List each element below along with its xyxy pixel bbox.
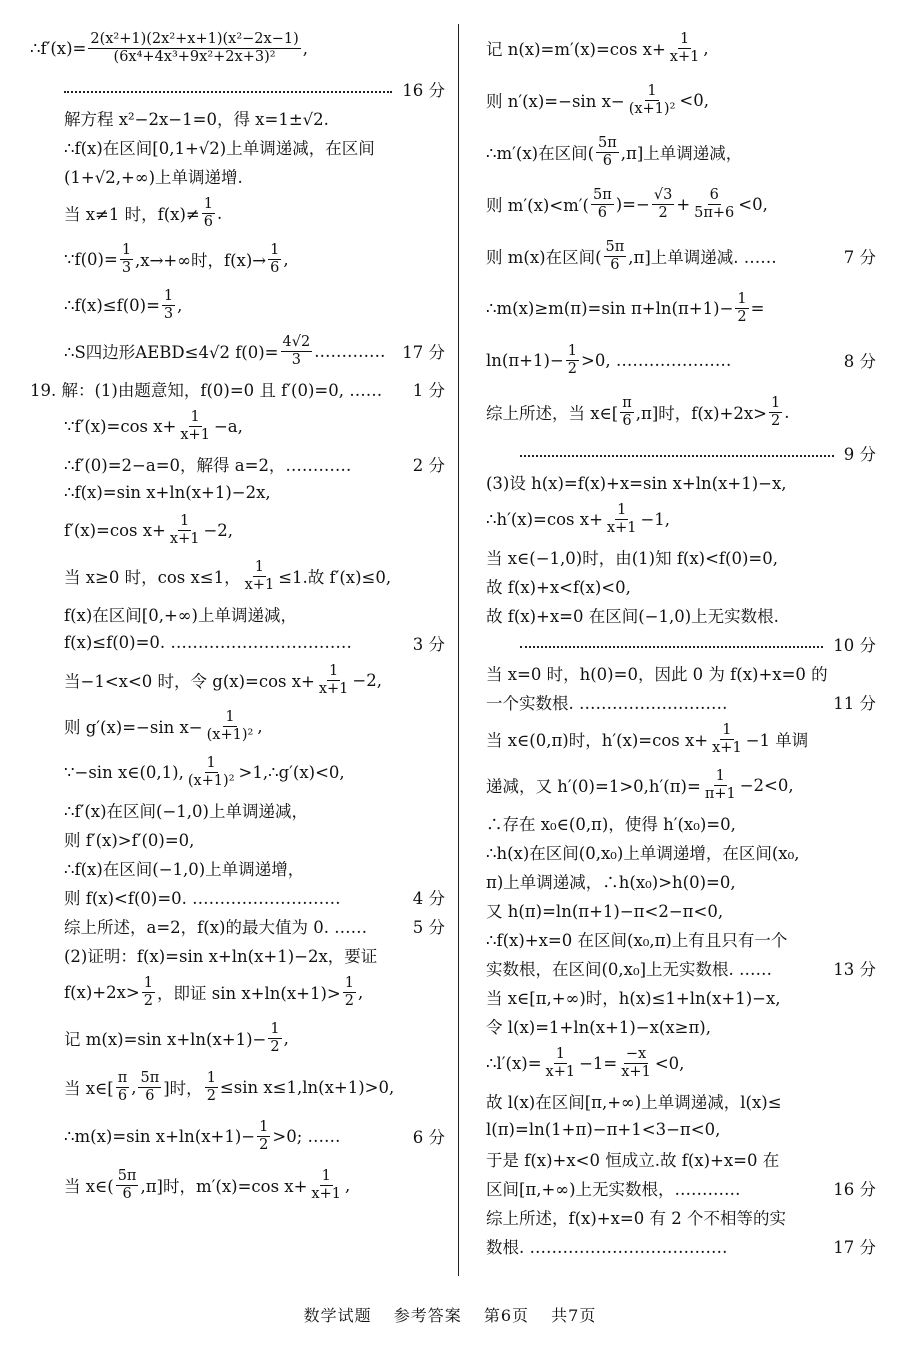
fraction [281,334,313,368]
text: 当 x∈( [64,1177,114,1196]
footer-page-number: 第6页 [483,1306,530,1325]
formula-line [30,1061,445,1113]
denominator: 5π+6 [694,204,735,221]
numerator: 1 [143,974,153,991]
text: ]时， [163,1079,203,1098]
formula-line [30,1015,445,1061]
column-divider [458,24,459,1276]
text: 数根. ……………………………… [486,1237,728,1257]
numerator: π [117,1069,128,1086]
fraction [703,768,738,802]
numerator: 1 [254,558,265,575]
denominator: x+1 [318,680,349,697]
text: ∴h′(x)=cos x+ [486,509,603,529]
text-line: 当 x∈[π,+∞)时，h(x)≤1+ln(x+1)−x, [486,988,781,1008]
text: 当 x≥0 时，cos x≤1， [64,568,241,587]
dot-leader [64,91,392,93]
score-line [486,629,876,658]
text: −2, [203,520,234,540]
fraction [619,1046,653,1080]
formula-line [486,1040,876,1086]
denominator: (x+1)² [206,726,254,743]
text: + [676,194,691,214]
text-line: ∴f′(x)在区间(−1,0)上单调递减， [64,801,308,821]
formula-line [30,703,445,749]
text: −1, [640,509,671,529]
text: ,π]上单调递减. …… [628,248,777,267]
numerator: 1 [270,1020,280,1037]
fraction [544,1046,578,1080]
denominator: x+1 [669,48,700,65]
fraction [710,722,744,756]
numerator: 1 [163,287,174,304]
text: −2<0, [739,775,794,795]
score-label: 8 分 [843,352,876,371]
score-label: 17 分 [833,1237,876,1257]
text-line [30,449,445,478]
formula-line [486,282,876,334]
text: 递减，又 h′(0)=1>0,h′(π)= [486,777,701,796]
text-line: ∴h(x)在区间(0,x₀)上单调递增，在区间(x₀, [486,843,800,863]
denominator: x+1 [311,1185,341,1202]
fraction [138,1070,161,1104]
denominator: (x+1)² [187,772,235,789]
text: f(x)+2x> [64,982,140,1002]
denominator: x+1 [712,739,742,756]
text: f(x)≤f(0)=0. …………………………… [64,633,352,652]
text: 综上所述，a=2，f(x)的最大值为 0. …… [64,917,368,937]
text: ∴f′(x)= [30,38,87,58]
score-label: 17 分 [402,343,445,362]
score-label: 5 分 [412,917,445,937]
text: 实数根，在区间(0,x₀]上无实数根. …… [486,959,773,979]
text: 当 x∈[ [64,1079,114,1098]
fraction [343,975,356,1009]
text: ∵f(0)= [64,249,118,269]
text: <0, [679,90,709,110]
fraction [668,31,702,65]
fraction [604,239,627,273]
text: 则 g′(x)=−sin x− [64,718,203,737]
numerator: π [622,394,632,411]
fraction [769,395,782,429]
text-line: ∴f(x)+x=0 在区间(x₀,π)上有且只有一个 [486,930,788,950]
numerator: 1 [617,501,627,518]
numerator: 5π [140,1069,160,1086]
fraction [596,135,619,169]
denominator: 2 [344,992,354,1009]
fraction [268,1021,281,1055]
fraction [116,1168,139,1202]
text: 记 m(x)=sin x+ln(x+1)− [64,1030,267,1049]
numerator: 1 [321,1167,331,1184]
text-line: ∴f(x)在区间(−1,0)上单调递增， [64,859,305,879]
text: , [257,716,263,736]
text: −2, [352,670,382,690]
denominator: 2 [771,412,781,429]
text: 19. 解：(1)由题意知，f(0)=0 且 f′(0)=0, …… [30,380,383,400]
formula-line [486,178,876,230]
score-label: 16 分 [833,1179,876,1199]
denominator: x+1 [169,530,200,547]
formula-line [30,328,445,374]
text: ∵−sin x∈(0,1), [64,762,184,782]
fraction [620,395,634,429]
text-line: 于是 f(x)+x<0 恒成立.故 f(x)+x=0 在 [486,1150,780,1170]
fraction [257,1119,270,1153]
text: ，即证 sin x+ln(x+1)> [156,984,341,1003]
denominator: x+1 [545,1063,576,1080]
text-line: ∴存在 x₀∈(0,π)，使得 h′(x₀)=0, [486,814,736,834]
numerator: 1 [259,1118,269,1135]
text-line: (1+√2,+∞)上单调递增. [64,167,243,187]
fraction [591,187,614,221]
derivative-line [30,22,445,74]
denominator: 6 [117,1087,128,1104]
text-line [30,911,445,940]
fraction [162,288,175,322]
text-line [30,628,445,657]
text: , [703,38,709,58]
text: <0, [654,1053,685,1073]
numerator: 1 [555,1045,565,1062]
score-label: 10 分 [833,635,876,655]
fraction [605,502,639,536]
text: , [177,295,183,315]
score-label: 4 分 [412,888,445,908]
fraction [116,1070,130,1104]
formula-line [30,553,445,599]
numerator: √3 [653,186,673,203]
text: 综上所述，当 x∈[ [486,404,619,423]
formula-line [30,749,445,795]
text-line: ∴f(x)在区间[0,1+√2)上单调递减，在区间 [64,138,375,158]
formula-line [30,403,445,449]
numerator: 1 [737,290,747,307]
denominator: 6 [622,412,632,429]
text: 则 f(x)<f(0)=0. ……………………… [64,888,341,908]
fraction [268,242,281,276]
text-line: 当 x=0 时，h(0)=0，因此 0 为 f(x)+x=0 的 [486,664,828,684]
text: −a, [213,416,243,436]
text: 则 m(x)在区间( [486,248,602,267]
text-line: l(π)=ln(1+π)−π+1<3−π<0, [486,1120,721,1139]
score-label: 7 分 [843,248,876,267]
text: 则 n′(x)=−sin x− [486,92,625,111]
text-line: f(x)在区间[0,+∞)上单调递减， [64,605,297,625]
text-line: π)上单调递减，∴h(x₀)>h(0)=0, [486,872,736,892]
numerator: 1 [180,512,190,529]
text: ∴f′(0)=2−a=0，解得 a=2，………… [64,455,352,475]
numerator: 1 [722,721,732,738]
text: , [131,1077,137,1097]
formula-line [30,190,445,236]
denominator: 2 [143,992,153,1009]
numerator: 5π [605,238,625,255]
numerator: 5π [598,134,617,151]
numerator: 1 [206,754,216,771]
text-line: ∴f(x)=sin x+ln(x+1)−2x, [64,483,271,502]
text: , [283,249,289,269]
score-label: 2 分 [412,455,445,475]
score-label: 11 分 [833,693,876,713]
formula-line [30,1113,445,1159]
formula-line [486,22,876,74]
numerator: 1 [329,662,339,679]
fraction [566,343,579,377]
numerator: 1 [270,241,280,258]
formula-line [486,386,876,438]
text: ,π]上单调递减， [620,144,743,163]
text-line: 故 f(x)+x<f(x)<0, [486,577,631,597]
text-line: 综上所述，f(x)+x=0 有 2 个不相等的实 [486,1208,786,1228]
dot-leader [520,455,834,457]
footer-answer: 参考答案 [393,1306,462,1325]
numerator: 5π [592,186,612,203]
score-line [486,438,876,467]
formula-line [486,126,876,178]
denominator: 3 [291,351,301,368]
text: ∴m(x)≥m(π)=sin π+ln(π+1)− [486,298,734,318]
denominator: x+1 [621,1063,651,1080]
text: ∴m(x)=sin x+ln(x+1)− [64,1126,256,1146]
fraction [317,663,351,697]
formula-line [486,762,876,808]
denominator: (6x⁴+4x³+9x²+2x+3)² [113,48,276,65]
text: . [784,402,790,422]
score-label: 1 分 [412,380,445,400]
text: >1,∴g′(x)<0, [238,762,345,782]
denominator: 6 [270,259,280,276]
text: ∴l′(x)= [486,1053,542,1073]
numerator: 1 [567,342,578,359]
formula-line [486,74,876,126]
formula-line [30,507,445,553]
numerator: 1 [647,82,657,99]
text: = [750,298,765,318]
fraction [243,559,277,593]
score-label: 6 分 [412,1128,445,1147]
numerator: 1 [715,767,725,784]
denominator: (x+1)² [628,100,676,117]
dot-leader [520,646,823,648]
denominator: 6 [610,256,620,273]
text: 当 x∈(0,π)时，h′(x)=cos x+ [486,731,709,750]
numerator: 4√2 [282,333,311,350]
text: , [283,1028,289,1048]
text-line [486,1173,876,1202]
numerator: 1 [203,195,213,212]
numerator: 1 [679,30,690,47]
text-line: 当 x∈(−1,0)时，由(1)知 f(x)<f(0)=0, [486,548,778,568]
text: −1= [579,1053,618,1073]
fraction [168,513,202,547]
fraction [627,83,678,117]
denominator: 2 [206,1087,216,1104]
numerator: 1 [206,1069,216,1086]
text: >0; …… [272,1126,341,1146]
text: .………… [314,341,386,361]
text: ≤1.故 f′(x)≤0, [278,568,392,587]
denominator: 3 [163,305,174,322]
fraction [735,291,748,325]
text: 一个实数根. ……………………… [486,693,728,713]
numerator: 1 [771,394,781,411]
denominator: 6 [122,1185,132,1202]
fraction [88,31,300,65]
score-label: 9 分 [843,444,876,464]
text: ,π]时，f(x)+2x> [635,404,768,423]
text-line [486,953,876,982]
denominator: x+1 [606,519,637,536]
text: 则 m′(x)<m′( [486,196,589,215]
text-line [486,687,876,716]
denominator: 6 [145,1087,155,1104]
text: 区间[π,+∞)上无实数根，………… [486,1179,741,1199]
text: f′(x)=cos x+ [64,520,166,540]
fraction [692,187,736,221]
numerator: −x [625,1045,647,1062]
text: ,π]时，m′(x)=cos x+ [140,1177,308,1196]
denominator: 6 [602,152,613,169]
score-label: 3 分 [412,634,445,654]
numerator: 1 [121,241,132,258]
denominator: 6 [203,213,213,230]
text-line: (2)证明：f(x)=sin x+ln(x+1)−2x，要证 [64,946,378,966]
text-line: (3)设 h(x)=f(x)+x=sin x+ln(x+1)−x, [486,473,787,493]
denominator: 2 [658,204,668,221]
text: <0, [738,194,768,214]
footer-subject: 数学试题 [303,1306,372,1325]
text: 当 x≠1 时，f(x)≠ [64,205,200,224]
text-line: 则 f′(x)>f′(0)=0, [64,830,195,850]
fraction [205,709,256,743]
right-column [486,22,876,1260]
formula-line [30,969,445,1015]
denominator: 6 [597,204,607,221]
text: )=− [615,194,650,214]
text-line: 令 l(x)=1+ln(x+1)−x(x≥π), [486,1017,711,1037]
fraction [120,242,133,276]
text: −1 单调 [745,731,809,750]
question-19-start [30,374,445,403]
page-footer [0,1303,900,1326]
denominator: x+1 [244,576,275,593]
fraction [309,1168,343,1202]
denominator: 2 [737,308,747,325]
text: ≤sin x≤1,ln(x+1)>0, [219,1077,395,1097]
left-column [30,22,445,1211]
text: ∴m′(x)在区间( [486,144,595,163]
numerator: 6 [709,186,719,203]
denominator: π+1 [704,785,736,802]
text-line: 故 f(x)+x=0 在区间(−1,0)上无实数根. [486,606,779,626]
formula-line [30,236,445,282]
formula-line [486,334,876,386]
denominator: 3 [121,259,132,276]
text-line: 故 l(x)在区间[π,+∞)上单调递减，l(x)≤ [486,1092,782,1112]
fraction [202,196,215,230]
text: , [357,982,364,1002]
text: ∴S四边形AEBD≤4√2 f(0)= [64,343,279,362]
fraction [178,409,212,443]
footer-total-pages: 共7页 [551,1306,597,1325]
formula-line [486,230,876,282]
fraction [142,975,155,1009]
text: . [216,203,223,223]
denominator: x+1 [180,426,210,443]
score-line [30,74,445,103]
text: 记 n(x)=m′(x)=cos x+ [486,40,666,59]
score-label: 13 分 [833,959,876,979]
formula-line [486,496,876,542]
numerator: 2(x²+1)(2x²+x+1)(x²−2x−1) [90,30,299,47]
score-label: 16 分 [402,80,445,100]
text: ∵f′(x)=cos x+ [64,416,177,436]
denominator: 2 [270,1038,280,1055]
text: , [344,1175,351,1195]
fraction [652,187,674,221]
text-line [30,882,445,911]
formula-line [30,1159,445,1211]
text-line [486,1231,876,1260]
text: 当−1<x<0 时，令 g(x)=cos x+ [64,672,315,691]
numerator: 1 [344,974,354,991]
formula-line [30,282,445,328]
fraction [205,1070,218,1104]
denominator: 2 [567,360,578,377]
numerator: 1 [190,408,200,425]
denominator: 2 [259,1136,269,1153]
text: >0, ………………… [581,350,732,370]
fraction [186,755,237,789]
text-line: 又 h(π)=ln(π+1)−π<2−π<0, [486,901,724,921]
formula-line [30,657,445,703]
numerator: 5π [117,1167,137,1184]
formula-line [486,716,876,762]
text-line: 解方程 x²−2x−1=0，得 x=1±√2. [64,109,329,129]
text: ln(π+1)− [486,350,564,370]
text: , [302,38,308,58]
numerator: 1 [225,708,235,725]
text: ,x→+∞时，f(x)→ [135,251,267,270]
text: ∴f(x)≤f(0)= [64,295,160,315]
